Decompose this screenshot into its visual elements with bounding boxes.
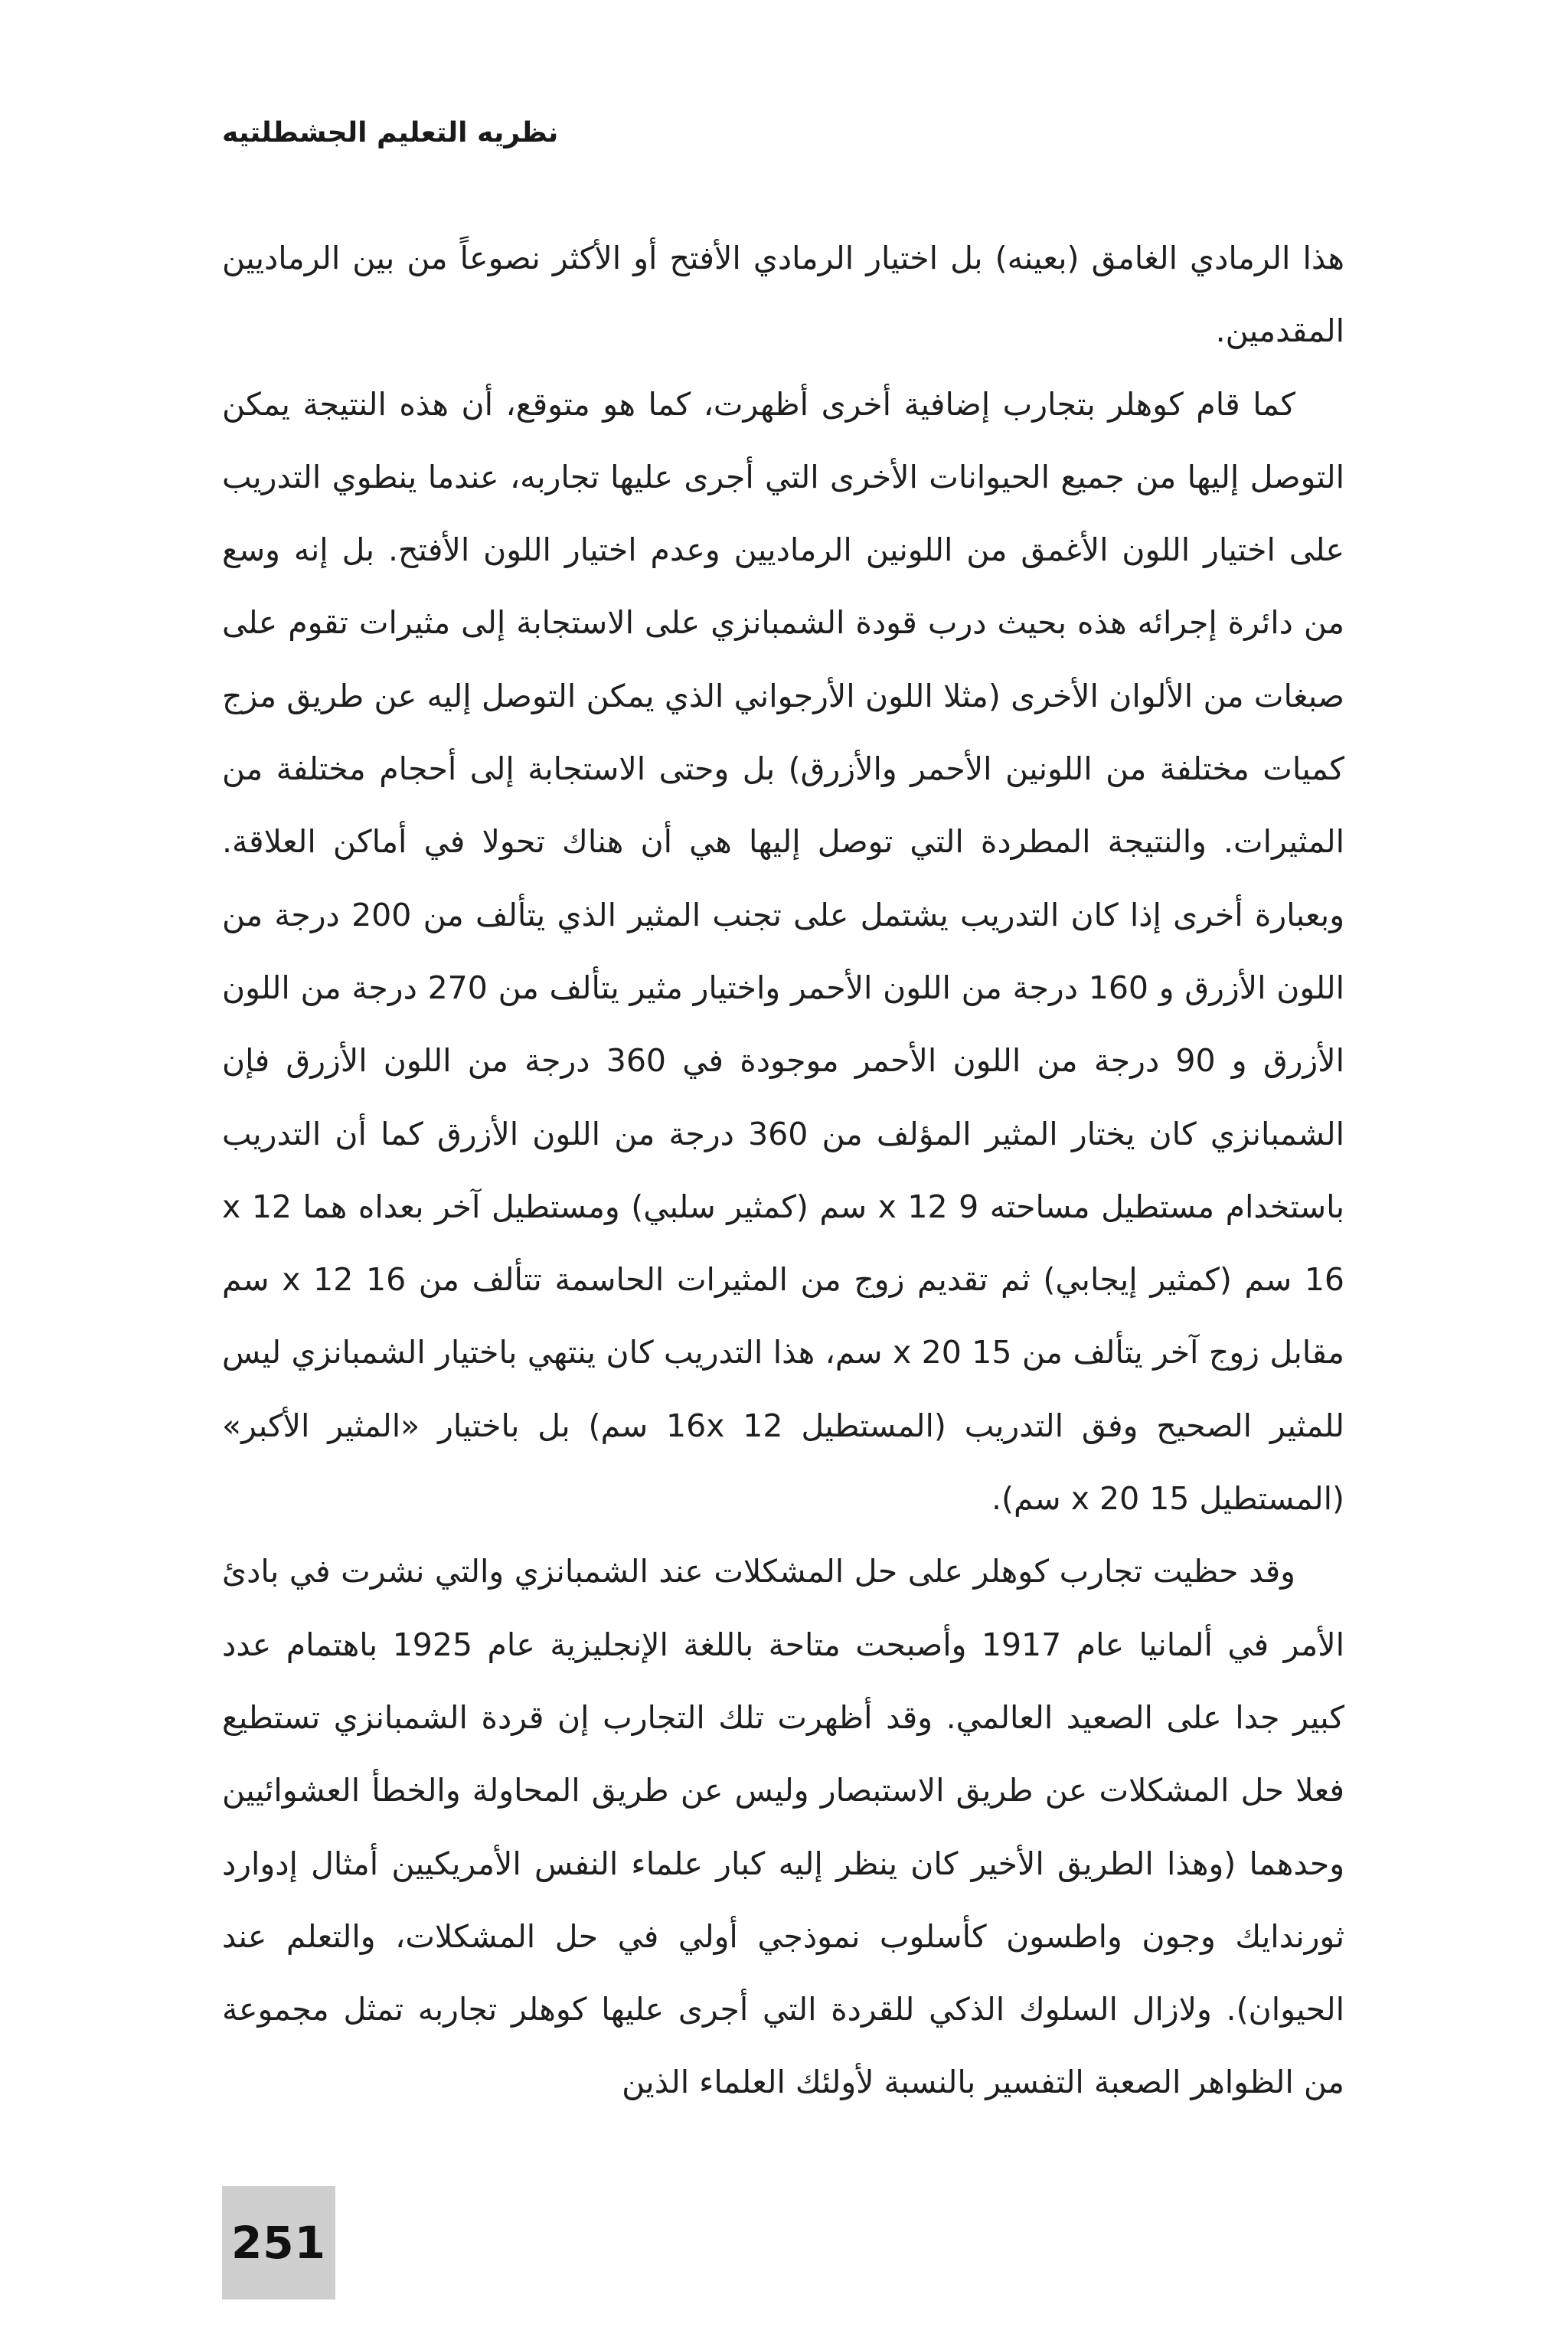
paragraph-3: وقد حظيت تجارب كوهلر على حل المشكلات عند الشمبانزي والتي نشرت في بادئ الأمر في ألمانيا عام 1917 وأصبحت متاحة باللغة الإنجليزية عام 1925 باهتمام عدد كبير جدا على الصعيد العالمي. وقد أظهرت تلك التجارب إن قردة الشمبانزي تستطيع فعلا حل المشكلات عن طريق الاستبصار وليس عن طريق المحاولة والخطأ العشوائيين وحدهما (وهذا الطريق الأخير كان ينظر إليه كبار علماء النفس الأمريكيين أمثال إدوارد ثورندايك وجون واطسون كأسلوب نموذجي أولي في حل المشكلات، والتعلم عند الحيوان). ولازال السلوك الذكي للقردة التي أجرى عليها كوهلر تجاربه تمثل مجموعة من الظواهر الصعبة التفسير بالنسبة لأولئك العلماء الذين [222, 1553, 1344, 2101]
body-text [222, 222, 1344, 2120]
running-header-title: نظريه التعليم الجشطلتيه [222, 117, 559, 149]
page-number: 251 [230, 2217, 327, 2269]
paragraph-2: كما قام كوهلر بتجارب إضافية أخرى أظهرت، كما هو متوقع، أن هذه النتيجة يمكن التوصل إليها من جميع الحيوانات الأخرى التي أجرى عليها تجاربه، عندما ينطوي التدريب على اختيار اللون الأغمق من اللونين الرماديين وعدم اختيار اللون الأفتح. بل إنه وسع من دائرة إجرائه هذه بحيث درب قودة الشمبانزي على الاستجابة إلى مثيرات تقوم على صبغات من الألوان الأخرى (مثلا اللون الأرجواني الذي يمكن التوصل إليه عن طريق مزج كميات مختلفة من اللونين الأحمر والأزرق) بل وحتى الاستجابة إلى أحجام مختلفة من المثيرات. والنتيجة المطردة التي توصل إليها هي أن هناك تحولا في أماكن العلاقة. وبعبارة أخرى إذا كان التدريب يشتمل على تجنب المثير الذي يتألف من 200 درجة من اللون الأزرق و 160 درجة من اللون الأحمر واختيار مثير يتألف من 270 درجة من اللون الأزرق و 90 درجة من اللون الأحمر موجودة في 360 درجة من اللون الأزرق فإن الشمبانزي كان يختار المثير المؤلف من 360 درجة من اللون الأزرق كما أن التدريب باستخدام مستطيل مساحته 9 x 12 سم (كمثير سلبي) ومستطيل آخر بعداه هما 12 x 16 سم (كمثير إيجابي) ثم تقديم زوج من المثيرات الحاسمة تتألف من 16 x 12 سم مقابل زوج آخر يتألف من 15 x 20 سم، هذا التدريب كان ينتهي باختيار الشمبانزي ليس للمثير الصحيح وفق التدريب (المستطيل 16x 12 سم) بل باختيار «المثير الأكبر» (المستطيل 15 x 20 سم). [222, 385, 1345, 1518]
page-number-box [222, 2186, 335, 2299]
paragraph-1: هذا الرمادي الغامق (بعينه) بل اختيار الرمادي الأفتح أو الأكثر نصوعاً من بين الرماديين المقدمين. [222, 240, 1344, 350]
